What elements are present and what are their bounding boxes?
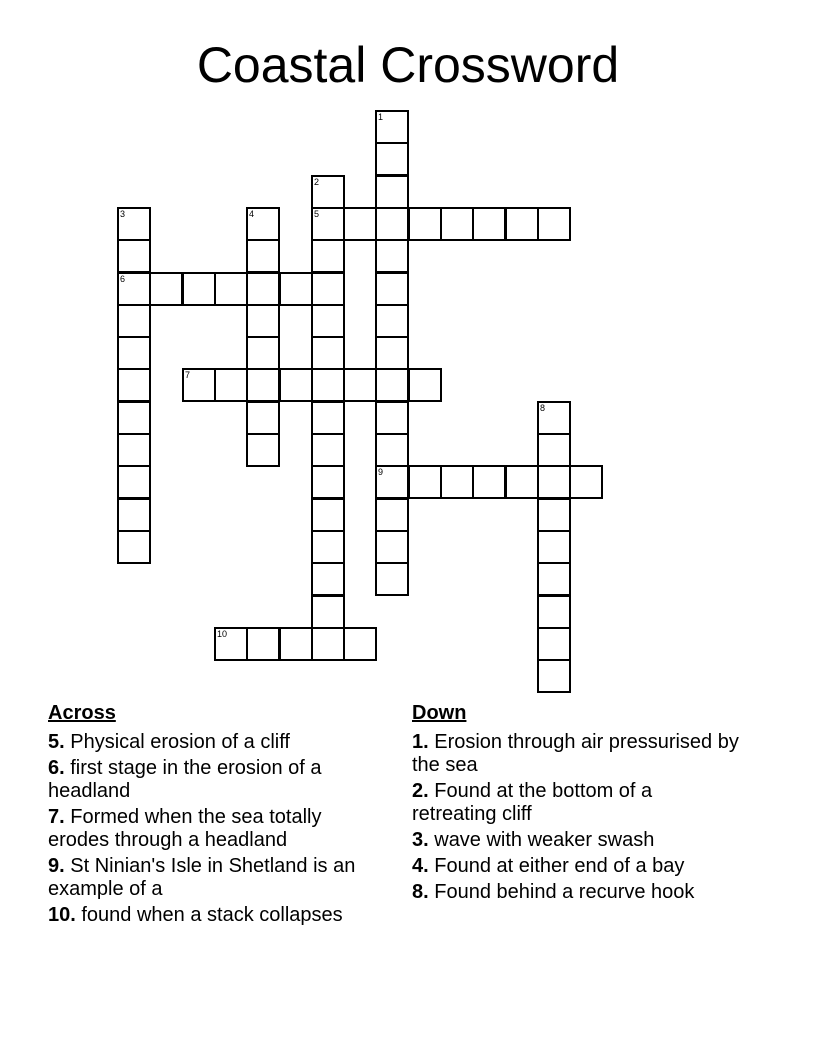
grid-cell[interactable]	[408, 368, 442, 402]
clue-number: 3	[120, 209, 126, 219]
clue-number: 10	[217, 629, 228, 639]
grid-cell[interactable]	[537, 401, 571, 435]
grid-cell[interactable]	[279, 627, 313, 661]
grid-cell[interactable]	[279, 272, 313, 306]
grid-cell[interactable]	[246, 207, 280, 241]
grid-cell[interactable]	[375, 207, 409, 241]
grid-cell[interactable]	[408, 207, 442, 241]
clue-number-label: 10.	[48, 904, 76, 926]
grid-cell[interactable]	[311, 530, 345, 564]
grid-cell[interactable]	[182, 272, 216, 306]
clue-number-label: 4.	[412, 855, 429, 877]
grid-cell[interactable]	[117, 465, 151, 499]
grid-cell[interactable]	[375, 142, 409, 176]
grid-cell[interactable]	[117, 498, 151, 532]
grid-cell[interactable]	[440, 207, 474, 241]
grid-cell[interactable]	[375, 110, 409, 144]
grid-cell[interactable]	[472, 207, 506, 241]
down-clue	[412, 780, 742, 826]
grid-cell[interactable]	[440, 465, 474, 499]
grid-cell[interactable]	[182, 368, 216, 402]
clue-number-label: 2.	[412, 780, 429, 802]
grid-cell[interactable]	[246, 304, 280, 338]
grid-cell[interactable]	[343, 627, 377, 661]
clue-number-label: 1.	[412, 731, 429, 753]
down-clue	[412, 881, 742, 904]
grid-cell[interactable]	[311, 562, 345, 596]
clue-text: St Ninian's Isle in Shetland is an example of a	[48, 855, 356, 900]
grid-cell[interactable]	[246, 368, 280, 402]
grid-cell[interactable]	[117, 530, 151, 564]
grid-cell[interactable]	[375, 562, 409, 596]
across-clue	[48, 855, 378, 901]
grid-cell[interactable]	[408, 465, 442, 499]
down-clues	[412, 702, 742, 907]
across-clue	[48, 904, 378, 927]
clue-number: 2	[314, 177, 320, 187]
grid-cell[interactable]	[246, 433, 280, 467]
grid-cell[interactable]	[375, 530, 409, 564]
across-clue	[48, 757, 378, 803]
grid-cell[interactable]	[537, 627, 571, 661]
across-clue-list	[48, 731, 378, 927]
page-title: Coastal Crossword	[196, 37, 620, 93]
grid-cell[interactable]	[311, 207, 345, 241]
grid-cell[interactable]	[117, 239, 151, 273]
clue-text: wave with weaker swash	[428, 829, 655, 851]
grid-cell[interactable]	[246, 272, 280, 306]
clue-text: Found at the bottom of a retreating cliff	[412, 780, 653, 825]
clue-text: first stage in the erosion of a headland	[48, 757, 322, 802]
grid-cell[interactable]	[375, 401, 409, 435]
grid-cell[interactable]	[311, 336, 345, 370]
grid-cell[interactable]	[375, 336, 409, 370]
down-clue	[412, 829, 742, 852]
grid-cell[interactable]	[246, 627, 280, 661]
across-clues	[48, 702, 378, 930]
grid-cell[interactable]	[311, 304, 345, 338]
clue-number-label: 8.	[412, 881, 429, 903]
grid-cell[interactable]	[117, 401, 151, 435]
grid-cell[interactable]	[279, 368, 313, 402]
clue-number-label: 5.	[48, 731, 65, 753]
clue-text: Found at either end of a bay	[428, 855, 685, 877]
grid-cell[interactable]	[214, 368, 248, 402]
clue-number-label: 9.	[48, 855, 65, 877]
grid-cell[interactable]	[311, 401, 345, 435]
grid-cell[interactable]	[311, 627, 345, 661]
across-clue	[48, 806, 378, 852]
grid-cell[interactable]	[505, 207, 539, 241]
grid-cell[interactable]	[311, 498, 345, 532]
grid-cell[interactable]	[311, 595, 345, 629]
grid-cell[interactable]	[537, 659, 571, 693]
grid-cell[interactable]	[472, 465, 506, 499]
clue-number: 6	[120, 274, 126, 284]
grid-cell[interactable]	[246, 401, 280, 435]
grid-cell[interactable]	[311, 465, 345, 499]
grid-cell[interactable]	[117, 304, 151, 338]
clue-text: found when a stack collapses	[75, 904, 343, 926]
grid-cell[interactable]	[375, 239, 409, 273]
clue-number: 5	[314, 209, 320, 219]
grid-cell[interactable]	[214, 272, 248, 306]
grid-cell[interactable]	[149, 272, 183, 306]
clue-number-label: 6.	[48, 757, 65, 779]
clue-number-label: 3.	[412, 829, 429, 851]
down-clue	[412, 855, 742, 878]
grid-cell[interactable]	[537, 562, 571, 596]
grid-cell[interactable]	[375, 368, 409, 402]
clue-text: Physical erosion of a cliff	[64, 731, 290, 753]
grid-cell[interactable]	[117, 272, 151, 306]
clue-text: Found behind a recurve hook	[428, 881, 695, 903]
grid-cell[interactable]	[311, 433, 345, 467]
clue-number: 1	[378, 112, 384, 122]
grid-cell[interactable]	[537, 530, 571, 564]
grid-cell[interactable]	[311, 368, 345, 402]
clue-text: Formed when the sea totally erodes through a headland	[48, 806, 322, 851]
grid-cell[interactable]	[505, 465, 539, 499]
grid-cell[interactable]	[375, 272, 409, 306]
grid-cell[interactable]	[343, 368, 377, 402]
grid-cell[interactable]	[537, 595, 571, 629]
clue-text: Erosion through air pressurised by the sea	[412, 731, 739, 776]
clue-number: 9	[378, 467, 384, 477]
clue-number: 4	[249, 209, 255, 219]
grid-cell[interactable]	[246, 336, 280, 370]
down-heading: Down	[412, 702, 467, 724]
across-heading: Across	[48, 702, 116, 724]
grid-cell[interactable]	[375, 433, 409, 467]
clue-number: 7	[185, 370, 191, 380]
clue-number-label: 7.	[48, 806, 65, 828]
grid-cell[interactable]	[246, 239, 280, 273]
grid-cell[interactable]	[375, 498, 409, 532]
grid-cell[interactable]	[537, 433, 571, 467]
grid-cell[interactable]	[375, 175, 409, 209]
grid-cell[interactable]	[117, 336, 151, 370]
grid-cell[interactable]	[375, 465, 409, 499]
grid-cell[interactable]	[214, 627, 248, 661]
down-clue	[412, 731, 742, 777]
grid-cell[interactable]	[311, 175, 345, 209]
grid-cell[interactable]	[569, 465, 603, 499]
grid-cell[interactable]	[311, 272, 345, 306]
grid-cell[interactable]	[117, 368, 151, 402]
grid-cell[interactable]	[537, 498, 571, 532]
clue-number: 8	[540, 403, 546, 413]
down-clue-list	[412, 731, 742, 904]
grid-cell[interactable]	[537, 465, 571, 499]
grid-cell[interactable]	[343, 207, 377, 241]
grid-cell[interactable]	[117, 207, 151, 241]
grid-cell[interactable]	[117, 433, 151, 467]
grid-cell[interactable]	[375, 304, 409, 338]
across-clue	[48, 731, 378, 754]
grid-cell[interactable]	[311, 239, 345, 273]
grid-cell[interactable]	[537, 207, 571, 241]
